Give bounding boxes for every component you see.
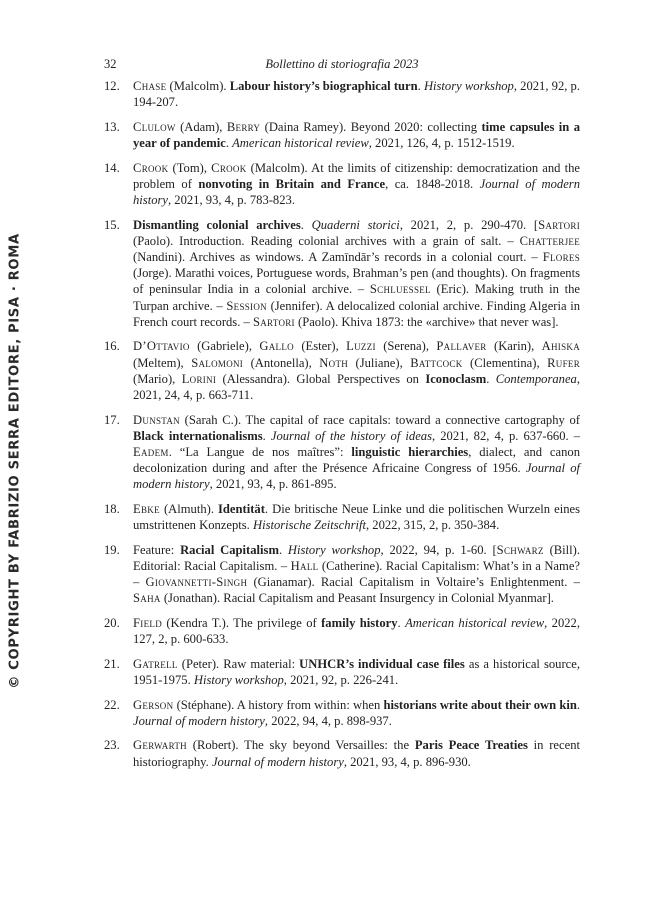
bibliography-entry <box>104 119 580 151</box>
journal-title: Contemporanea <box>495 371 577 386</box>
entry-number: 14. <box>104 160 120 175</box>
copyright-sidebar <box>0 0 30 922</box>
entry-fragment: . Die britische Neue Linke und die politischen Wurzeln eines umstrittenen Konzepts. <box>133 502 580 533</box>
entry-fragment: . <box>576 697 580 712</box>
author-name: Ebke <box>133 502 160 517</box>
entry-fragment: . “La Langue de nos maîtres”: <box>168 445 352 460</box>
entry-text <box>133 161 580 207</box>
entry-fragment: (Ester), <box>293 339 347 354</box>
keyword: nonvoting in Britain and France <box>198 176 386 191</box>
entry-number: 13. <box>104 119 120 134</box>
keyword: time capsules in a year of pandemic <box>133 119 580 150</box>
entry-fragment: Feature: <box>133 542 181 557</box>
author-name: Schluessel <box>369 282 431 297</box>
entry-number: 12. <box>104 79 120 93</box>
author-name: Hall <box>290 559 319 574</box>
author-name: Dunstan <box>133 412 180 427</box>
author-name: Sartori <box>538 217 581 232</box>
bibliography-entry <box>104 697 580 729</box>
entry-fragment: , 2021, 82, 4, p. 637-660. – <box>432 428 581 443</box>
bibliography-entry <box>104 615 580 647</box>
journal-title: Journal of modern history <box>211 754 344 769</box>
entry-fragment: , 2021, 92, p. 194-207. <box>133 79 580 110</box>
entry-fragment: (Paolo). Khiva 1873: the «archive» that never was]. <box>294 314 559 329</box>
bibliography-entry <box>104 338 580 403</box>
entry-fragment: , 2021, 92, p. 226-241. <box>283 673 399 688</box>
author-name: Gerwarth <box>133 738 187 753</box>
journal-title: Journal of the history of ideas <box>270 428 432 443</box>
entry-text <box>133 120 580 150</box>
entry-fragment: , 2021, 126, 4, p. 1512-1519. <box>368 136 515 150</box>
author-name: Noth <box>319 355 349 370</box>
bibliography-entry <box>104 542 580 607</box>
entry-fragment: (Serena), <box>375 339 437 354</box>
entry-fragment: , 2022, 315, 2, p. 350-384. <box>365 518 500 533</box>
entry-fragment: (Adam), <box>175 119 227 134</box>
author-name: Schwarz <box>496 542 544 557</box>
entry-fragment: . <box>417 79 424 93</box>
journal-title: History workshop <box>193 673 284 688</box>
entry-fragment: (Jorge). Marathi voices, Portuguese words, Brahman’s pen (and thoughts). On fragments of peninsular India in a colonial archive. – <box>133 266 580 297</box>
author-name: Session <box>226 298 267 313</box>
bibliography-entry <box>104 737 580 769</box>
entry-number: 22. <box>104 697 120 712</box>
author-name: Gerson <box>133 697 174 712</box>
keyword: family history <box>321 616 398 631</box>
entry-number: 19. <box>104 542 120 557</box>
entry-fragment: . <box>262 428 271 443</box>
entry-fragment: (Catherine). Racial Capitalism: What’s in a Name? – <box>133 559 580 590</box>
entry-fragment: (Alessandra). Global Perspectives on <box>216 371 426 386</box>
entry-text <box>133 502 580 532</box>
entry-number: 15. <box>104 217 120 232</box>
page-header <box>104 57 580 75</box>
entry-fragment: (Meltem), <box>133 355 192 370</box>
author-name: Battcock <box>410 355 463 370</box>
entry-fragment: (Mario), <box>133 371 182 386</box>
entry-fragment: , 2021, 93, 4, p. 783-823. <box>167 193 295 207</box>
entry-fragment: (Nandini). Archives as windows. A Zamīndār’s records in a colonial court. – <box>133 250 543 264</box>
author-name: Crook <box>133 160 169 175</box>
entry-fragment: . <box>225 136 233 150</box>
entry-fragment: (Almuth). <box>159 502 219 517</box>
author-name: Giovannetti-Singh <box>145 575 248 590</box>
entry-fragment: , 2021, 93, 4, p. 896-930. <box>343 754 471 769</box>
bibliography-entry <box>104 656 580 688</box>
entry-fragment: . <box>486 371 496 386</box>
entry-text <box>133 657 580 687</box>
entry-fragment: as a historical source, 1951-1975. <box>133 656 580 688</box>
entry-number: 20. <box>104 616 120 631</box>
author-name: Sartori <box>252 314 295 329</box>
entry-fragment: , 2022, 127, 2, p. 600-633. <box>133 616 580 647</box>
entry-fragment: . <box>278 542 288 557</box>
journal-title: American historical review <box>232 136 369 150</box>
running-title: Bollettino di storiografia 2023 <box>265 57 419 71</box>
keyword: Identität <box>218 502 265 517</box>
author-name: Lorini <box>181 371 217 386</box>
entry-text <box>133 738 580 768</box>
journal-title: Journal of modern history <box>133 713 265 728</box>
journal-title: History workshop <box>423 79 514 93</box>
author-name: Flores <box>542 250 580 264</box>
author-name: D’Ottavio <box>133 339 190 354</box>
keyword: UNHCR’s individual case files <box>299 656 465 671</box>
entry-fragment: (Malcolm). <box>166 79 230 93</box>
copyright-text: © COPYRIGHT BY FABRIZIO SERRA EDITORE, PISA · ROMA <box>7 233 23 689</box>
keyword: historians write about their own kin <box>383 697 577 712</box>
keyword: Black internationalisms <box>133 428 263 443</box>
entry-fragment: (Paolo). Introduction. Reading colonial archives with a grain of salt. – <box>133 233 520 248</box>
entry-text <box>133 339 580 402</box>
entry-fragment: , ca. 1848-2018. <box>385 176 480 191</box>
author-name: Saha <box>133 591 161 606</box>
author-name: Berry <box>226 119 261 134</box>
entry-fragment: (Tom), <box>168 160 212 175</box>
entry-fragment: (Karin), <box>486 339 542 354</box>
keyword: Iconoclasm <box>425 371 487 386</box>
entry-text <box>133 413 580 492</box>
entry-fragment: . <box>300 217 312 232</box>
entry-fragment: (Clementina), <box>462 355 548 370</box>
entry-text <box>133 698 580 728</box>
entry-fragment: , 2022, 94, p. 1-60. [ <box>380 542 497 557</box>
entry-fragment: , 2021, 2, p. 290-470. [ <box>399 217 539 232</box>
entry-fragment: . <box>397 616 406 631</box>
entry-fragment: (Gianamar). Racial Capitalism in Voltaire’s Enlightenment. – <box>247 575 580 590</box>
entry-fragment: (Malcolm). At the limits of citizenship: democratization and the problem of <box>133 160 580 191</box>
author-name: Luzzi <box>346 339 376 354</box>
entry-fragment: (Kendra T.). The privilege of <box>162 616 322 631</box>
keyword: Racial Capitalism <box>180 542 279 557</box>
entry-fragment: (Eric). Making truth in the Turpan archive. – <box>133 282 580 313</box>
entry-number: 23. <box>104 738 120 753</box>
author-name: Ahiska <box>541 339 580 354</box>
page-number: 32 <box>104 57 117 71</box>
entry-fragment: (Antonella), <box>243 355 320 370</box>
entry-fragment: (Robert). The sky beyond Versailles: the <box>186 738 415 753</box>
entry-fragment: , dialect, and canon decolonization during and after the Présence Africaine Congress of 1956. <box>133 445 580 476</box>
bibliography-entry <box>104 78 580 110</box>
author-name: Chatterjee <box>519 233 580 248</box>
journal-title: Journal of modern history <box>133 461 580 492</box>
author-name: Rufer <box>547 355 580 370</box>
entry-text <box>133 616 580 646</box>
bibliography-list <box>104 78 580 778</box>
entry-fragment: (Sarah C.). The capital of race capitals: toward a connective cartography of <box>179 412 580 427</box>
entry-fragment: , 2021, 24, 4, p. 663-711. <box>133 371 581 403</box>
entry-fragment: (Daina Ramey). Beyond 2020: collecting <box>260 119 482 134</box>
keyword: linguistic hierarchies <box>351 445 469 460</box>
author-name: Salomoni <box>191 355 244 370</box>
entry-fragment: (Juliane), <box>348 355 411 370</box>
keyword: Paris Peace Treaties <box>414 738 528 753</box>
author-name: Eadem <box>133 445 169 460</box>
entry-text <box>133 543 580 606</box>
keyword: Labour history’s biographical turn <box>229 79 418 93</box>
author-name: Crook <box>211 160 247 175</box>
entry-fragment: (Gabriele), <box>189 339 260 354</box>
author-name: Chase <box>133 79 167 93</box>
author-name: Field <box>133 616 162 631</box>
entry-number: 17. <box>104 412 120 427</box>
journal-title: History workshop <box>287 542 381 557</box>
author-name: Clulow <box>133 119 176 134</box>
entry-number: 18. <box>104 502 120 517</box>
entry-fragment: , 2021, 93, 4, p. 861-895. <box>209 477 337 492</box>
journal-title: Quaderni storici <box>311 217 400 232</box>
entry-fragment: (Stéphane). A history from within: when <box>173 697 384 712</box>
bibliography-entry <box>104 412 580 493</box>
bibliography-entry <box>104 501 580 533</box>
entry-fragment: (Bill). Editorial: Racial Capitalism. – <box>133 542 581 574</box>
entry-number: 21. <box>104 656 120 671</box>
entry-fragment: (Jonathan). Racial Capitalism and Peasant Insurgency in Colonial Myanmar]. <box>160 591 554 606</box>
bibliography-entry <box>104 217 580 330</box>
entry-fragment: (Jennifer). A delocalized colonial archive. Finding Algeria in French court records. – <box>133 298 580 329</box>
entry-number: 16. <box>104 339 120 354</box>
journal-title: American historical review <box>405 616 545 631</box>
entry-fragment: in recent historiography. <box>133 738 580 769</box>
entry-fragment: , 2022, 94, 4, p. 898-937. <box>264 713 392 728</box>
entry-fragment: (Peter). Raw material: <box>177 656 300 671</box>
keyword: Dismantling colonial archives <box>133 217 301 232</box>
author-name: Gallo <box>259 339 294 354</box>
author-name: Gatrell <box>133 656 178 671</box>
journal-title: Historische Zeitschrift <box>252 518 366 533</box>
journal-title: Journal of modern history <box>133 176 581 207</box>
entry-text <box>133 79 580 109</box>
author-name: Pallaver <box>436 339 487 354</box>
bibliography-entry <box>104 160 580 209</box>
entry-text <box>133 218 580 329</box>
